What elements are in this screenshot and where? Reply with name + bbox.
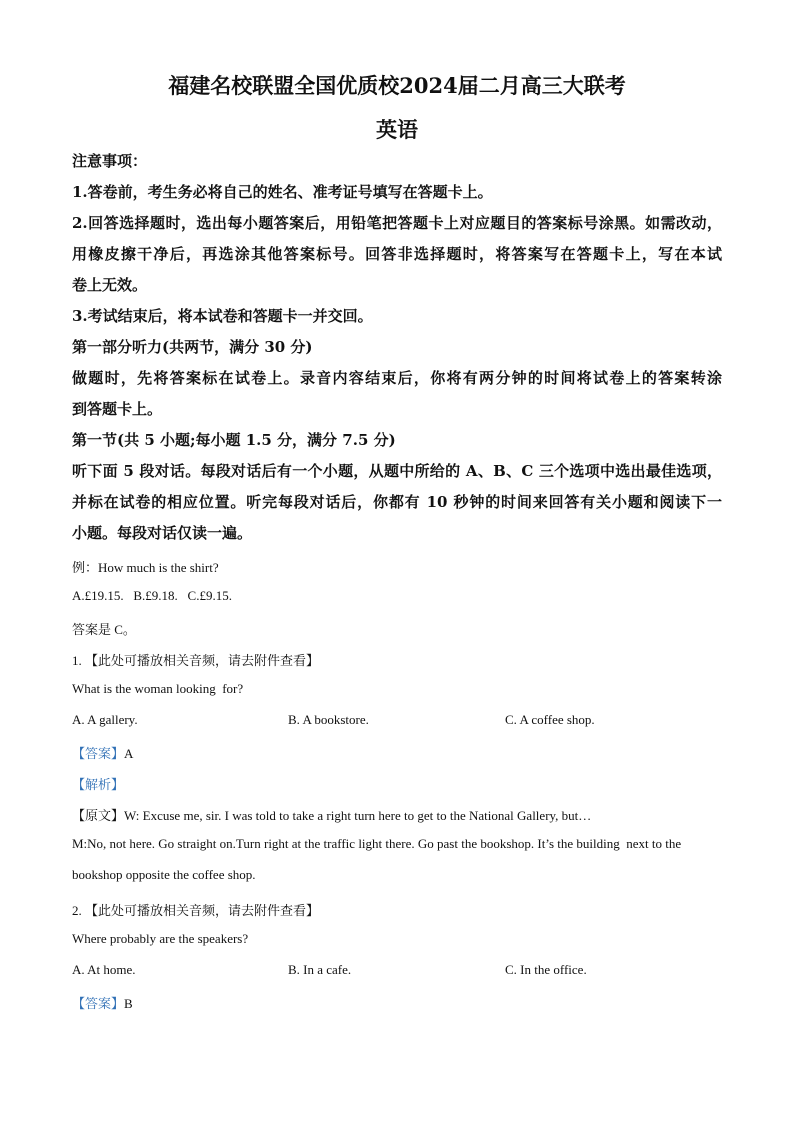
answer-tag: 【答案】 — [72, 997, 125, 1012]
part1-heading: 第一部分听力(共两节，满分 30 分) — [72, 338, 313, 356]
example-answer: 答案是 C。 — [72, 622, 136, 637]
section1-instruction-line-2: 并标在试卷的相应位置。听完每段对话后，你都有 10 秒钟的时间来回答有关小题和阅读下一 — [72, 493, 722, 511]
part1-instruction-line-1: 做题时，先将答案标在试卷上。录音内容结束后，你将有两分钟的时间将试卷上的答案转涂 — [72, 369, 722, 387]
question-1-text: What is the woman looking for? — [72, 681, 244, 696]
question-2-audio-note: 【此处可播放相关音频，请去附件查看】 — [85, 903, 320, 918]
question-1-header — [72, 650, 319, 669]
question-2-option-c: C. In the office. — [505, 962, 587, 977]
question-1-answer — [72, 743, 133, 762]
answer-value: A — [124, 746, 134, 761]
exam-subject: 英语 — [376, 117, 418, 142]
transcript-line-1 — [72, 805, 591, 824]
note-3: 3.考试结束后，将本试卷和答题卡一并交回。 — [72, 307, 373, 325]
section1-heading: 第一节(共 5 小题;每小题 1.5 分，满分 7.5 分) — [72, 431, 396, 449]
question-1-number: 1. — [72, 653, 82, 668]
transcript-tag: 【原文】 — [72, 808, 125, 823]
question-1-option-a: A. A gallery. — [72, 712, 138, 727]
question-2-option-b: B. In a cafe. — [288, 962, 352, 977]
section1-instruction-line-3: 小题。每段对话仅读一遍。 — [72, 524, 253, 542]
example-question: 例：How much is the shirt? — [72, 560, 219, 575]
question-1-audio-note: 【此处可播放相关音频，请去附件查看】 — [85, 653, 320, 668]
answer-value: B — [124, 996, 133, 1011]
question-1-option-b: B. A bookstore. — [288, 712, 369, 727]
transcript-text-1: W: Excuse me, sir. I was told to take a right turn here to get to the National Gallery, but… — [124, 808, 592, 823]
question-2-answer — [72, 993, 133, 1012]
note-2-line-2: 用橡皮擦干净后，再选涂其他答案标号。回答非选择题时，将答案写在答题卡上，写在本试 — [72, 245, 722, 263]
answer-tag: 【答案】 — [72, 747, 125, 762]
example-options: A.£19.15. B.£9.18. C.£9.15. — [72, 588, 232, 603]
note-1: 1.答卷前，考生务必将自己的姓名、准考证号填写在答题卡上。 — [72, 183, 493, 201]
note-2-line-3: 卷上无效。 — [72, 276, 148, 294]
note-2-line-1: 2.回答选择题时，选出每小题答案后，用铅笔把答题卡上对应题目的答案标号涂黑。如需改动， — [72, 214, 722, 232]
transcript-line-2: M:No, not here. Go straight on.Turn right at the traffic light there. Go past the bookshop. It’s the building next to the — [72, 836, 682, 851]
section1-instruction-line-1: 听下面 5 段对话。每段对话后有一个小题，从题中所给的 A、B、C 三个选项中选出最佳选项， — [72, 462, 722, 480]
question-2-number: 2. — [72, 903, 82, 918]
part1-instruction-line-2: 到答题卡上。 — [72, 400, 163, 418]
analysis-tag: 【解析】 — [72, 778, 125, 793]
question-2-text: Where probably are the speakers? — [72, 931, 249, 946]
notes-heading: 注意事项： — [72, 152, 148, 170]
question-2-header — [72, 900, 319, 919]
question-1-option-c: C. A coffee shop. — [505, 712, 595, 727]
exam-title: 福建名校联盟全国优质校2024届二月高三大联考 — [168, 73, 626, 98]
transcript-line-3: bookshop opposite the coffee shop. — [72, 867, 256, 882]
question-2-option-a: A. At home. — [72, 962, 136, 977]
